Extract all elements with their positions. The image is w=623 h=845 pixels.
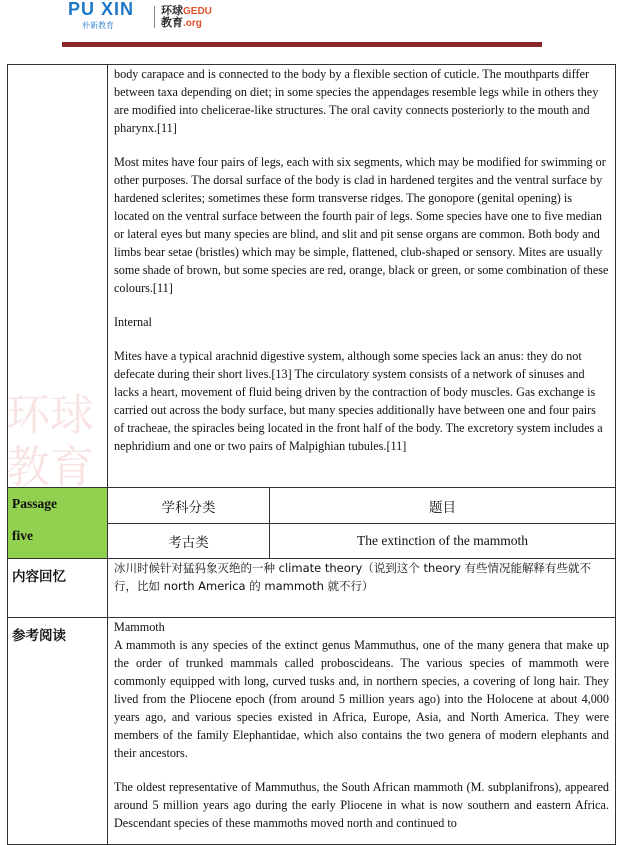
top-text-cell [108, 65, 616, 488]
watermark-line2: 教育 [6, 442, 94, 493]
subject-value: 考古类 [108, 524, 270, 559]
logo-org: .org [183, 17, 202, 29]
logo-puxin: PU XIN [68, 0, 135, 19]
passage-header-row [8, 488, 616, 524]
content-table [7, 64, 616, 845]
paragraph-digestive: Mites have a typical arachnid digestive system, although some species lack an anus: they do not defecate during their short lives.[13] The circulatory system consists of a network of sinuses and lacks a heart, movement of fluid being driven by the contraction of body muscles. Gas exchange is carried out across the body surface, but many species additionally have between one and four pairs of tracheae, the spiracles being located in the front half of the body. The excretory system includes a nephridium and one or two pairs of Malpighian tubules.[11] [114, 349, 603, 453]
top-text-row [8, 65, 616, 488]
passage-label-line2: five [12, 528, 33, 543]
reading-heading: Mammoth [114, 620, 165, 634]
reading-row [8, 618, 616, 845]
logo-separator [154, 6, 155, 28]
reading-paragraph-1: A mammoth is any species of the extinct genus Mammuthus, one of the many genera that make up the order of trunked mammals called proboscideans. The various species of mammoth were commonly equipped with long, curved tusks and, in northern species, a covering of long hair. They lived from the Pliocene epoch (from around 5 million years ago) into the Holocene at about 4,000 years ago, and various species existed in Africa, Europe, Asia, and North America. They were members of the family Elephantidae, which also contains the two genera of modern elephants and their ancestors. [114, 638, 609, 760]
recall-text: 冰川时候针对猛犸象灭绝的一种 climate theory（说到这个 theory 有些情况能解释有些就不行，比如 north America 的 mammoth 就不行） [114, 561, 592, 593]
passage-label-cell [8, 488, 108, 559]
recall-cell [108, 559, 616, 618]
title-value: The extinction of the mammoth [270, 524, 616, 559]
logo-jiaoyu: 教育 [161, 16, 183, 29]
subject-header: 学科分类 [108, 488, 270, 524]
passage-label-line1: Passage [12, 496, 57, 511]
logo-huanqiu: 环球 [161, 4, 183, 17]
paragraph-legs: Most mites have four pairs of legs, each with six segments, which may be modified for swimming or other purposes. The dorsal surface of the body is clad in hardened tergites and the ventral surface by hardened sclerites; sometimes these form transverse ridges. The gonopore (genital opening) is located on the ventral surface between the fourth pair of legs. Some species have one to five median or lateral eyes but many species are blind, and slit and pit sense organs are common. Both body and limbs bear setae (bristles) which may be simple, flattened, club-shaped or sensory. Mites are usually some shade of brown, but some species are red, orange, black or green, or some combination of these colours.[11] [114, 155, 609, 295]
logo [68, 0, 212, 30]
recall-row [8, 559, 616, 618]
reading-cell [108, 618, 616, 845]
paragraph-internal-heading: Internal [114, 315, 152, 329]
logo-gedu: GEDU [183, 5, 212, 17]
reading-label: 参考阅读 [8, 618, 108, 845]
paragraph-cuticle: body carapace and is connected to the body by a flexible section of cuticle. The mouthparts differ between taxa depending on diet; in some species the appendages resemble legs while in others they are modified into chelicerae-like structures. The oral cavity connects posteriorly to the mouth and pharynx.[11] [114, 67, 599, 135]
header-rule [62, 42, 542, 47]
reading-paragraph-2: The oldest representative of Mammuthus, the South African mammoth (M. subplanifrons), appeared around 5 million years ago during the early Pliocene in what is now southern and eastern Africa. Descendant species of these mammoths moved north and continued to [114, 780, 609, 830]
watermark-line1: 环球 [6, 390, 94, 441]
title-header: 题目 [270, 488, 616, 524]
top-left-empty-cell [8, 65, 108, 488]
logo-puxin-sub: 朴新教育 [82, 21, 114, 30]
recall-label: 内容回忆 [8, 559, 108, 618]
